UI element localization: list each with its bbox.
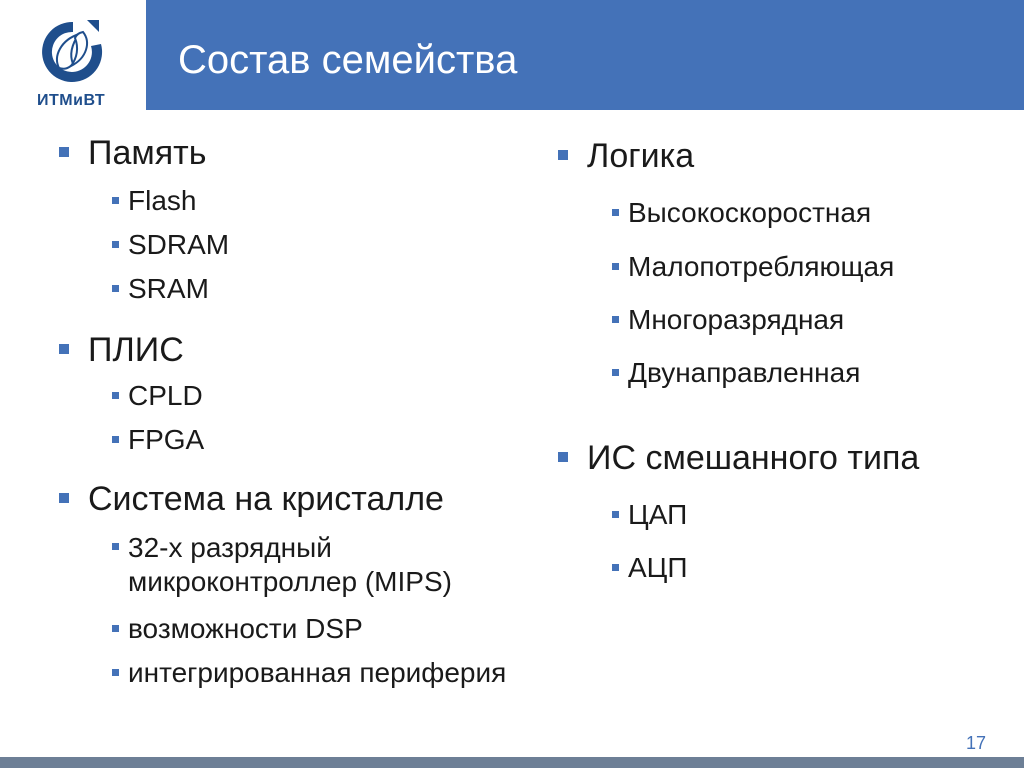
logo-text: ИТМиВТ	[37, 92, 106, 109]
sublist-item-label: FPGA	[128, 424, 205, 455]
square-bullet-icon	[59, 493, 69, 503]
sublist-item-label: CPLD	[128, 380, 203, 411]
sublist-item-label: 32-х разрядный микроконтроллер (MIPS)	[128, 532, 452, 597]
square-bullet-icon	[612, 209, 619, 216]
list-item-label: ПЛИС	[88, 331, 184, 369]
sublist-item-label: АЦП	[628, 552, 688, 583]
title-bar	[146, 0, 1024, 110]
sublist-item-label: Высокоскоростная	[628, 197, 872, 228]
sublist-item	[628, 499, 687, 531]
square-bullet-icon	[112, 241, 119, 248]
sublist-item-label: Двунаправленная	[628, 357, 861, 388]
square-bullet-icon	[612, 564, 619, 571]
sublist-item	[628, 304, 844, 336]
sublist-item-label: интегрированная периферия	[128, 657, 507, 688]
sublist-item	[128, 380, 203, 412]
square-bullet-icon	[59, 147, 69, 157]
sublist-item-label: SDRAM	[128, 229, 230, 260]
sublist-item	[128, 531, 548, 599]
sublist-item	[128, 613, 363, 645]
list-item-logic	[587, 137, 694, 176]
square-bullet-icon	[112, 543, 119, 550]
square-bullet-icon	[612, 263, 619, 270]
list-item-label: ИС смешанного типа	[587, 439, 920, 477]
list-item-label: Логика	[587, 137, 695, 175]
square-bullet-icon	[112, 669, 119, 676]
sublist-item-label: Малопотребляющая	[628, 251, 895, 282]
sublist-item-label: возможности DSP	[128, 613, 363, 644]
sublist-item	[628, 197, 871, 229]
sublist-item	[128, 229, 229, 261]
sublist-item	[628, 552, 688, 584]
list-item-soc	[88, 480, 444, 519]
list-item-mixed-signal	[587, 439, 919, 478]
sublist-item-label: Flash	[128, 185, 197, 216]
sublist-item-label: Многоразрядная	[628, 304, 845, 335]
square-bullet-icon	[612, 511, 619, 518]
page-title: Состав семейства	[178, 38, 518, 82]
sublist-item	[128, 185, 196, 217]
itmivt-logo-icon	[39, 18, 107, 82]
list-item-label: Система на кристалле	[88, 480, 444, 518]
list-item-plis	[88, 331, 184, 370]
sublist-item	[128, 657, 506, 689]
list-item-label: Память	[88, 134, 207, 172]
square-bullet-icon	[112, 625, 119, 632]
square-bullet-icon	[558, 150, 568, 160]
square-bullet-icon	[112, 436, 119, 443]
sublist-item	[128, 273, 209, 305]
page-number: 17	[965, 733, 986, 753]
square-bullet-icon	[112, 392, 119, 399]
sublist-item-label: ЦАП	[628, 499, 688, 530]
sublist-item	[628, 357, 860, 389]
square-bullet-icon	[112, 285, 119, 292]
square-bullet-icon	[612, 316, 619, 323]
sublist-item-label: SRAM	[128, 273, 209, 304]
square-bullet-icon	[112, 197, 119, 204]
footer-bar	[0, 757, 1024, 768]
square-bullet-icon	[558, 452, 568, 462]
list-item-memory	[88, 134, 206, 173]
sublist-item	[628, 251, 894, 283]
logo-area	[0, 0, 146, 110]
square-bullet-icon	[59, 344, 69, 354]
sublist-item	[128, 424, 204, 456]
square-bullet-icon	[612, 369, 619, 376]
